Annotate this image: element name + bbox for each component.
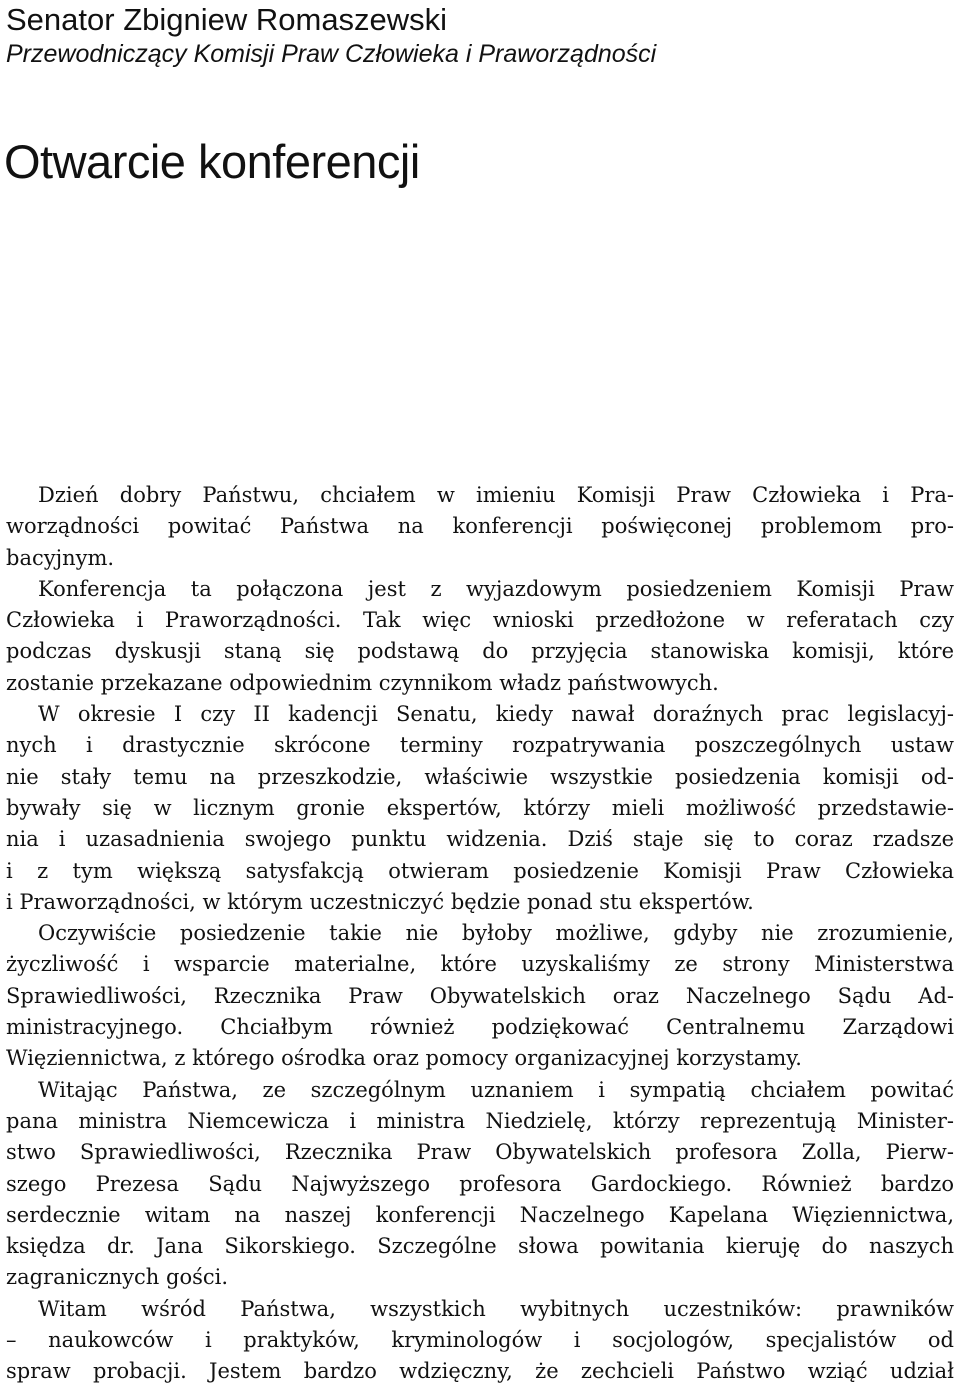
body-line: podczas dyskusji staną się podstawą do przyjęcia stanowiska komisji, które [6, 639, 954, 664]
body-line: bywały się w licznym gronie ekspertów, którzy mieli możliwość przedstawie- [6, 795, 954, 820]
author-name: Senator Zbigniew Romaszewski [6, 2, 448, 37]
body-line: Więziennictwa, z którego ośrodka oraz pomocy organizacyjnej korzystamy. [6, 1046, 802, 1071]
body-line: W okresie I czy II kadencji Senatu, kiedy nawał doraźnych prac legislacyj- [38, 702, 954, 727]
body-line: bacyjnym. [6, 545, 115, 570]
body-line: – naukowców i praktyków, kryminologów i socjologów, specjalistów od [6, 1328, 954, 1353]
body-line: nie stały temu na przeszkodzie, właściwie wszystkie posiedzenia komisji od- [6, 764, 954, 789]
body-line: worządności powitać Państwa na konferencji poświęconej problemom pro- [6, 514, 954, 539]
body-line: Człowieka i Praworządności. Tak więc wnioski przedłożone w referatach czy [6, 608, 954, 633]
body-line: Witam wśród Państwa, wszystkich wybitnych uczestników: prawników [38, 1296, 954, 1321]
body-line: Sprawiedliwości, Rzecznika Praw Obywatelskich oraz Naczelnego Sądu Ad- [6, 983, 954, 1008]
body-line: i z tym większą satysfakcją otwieram posiedzenie Komisji Praw Człowieka [6, 858, 954, 883]
body-line: spraw probacji. Jestem bardzo wdzięczny, że zechcieli Państwo wziąć udział [6, 1359, 954, 1384]
body-line: księdza dr. Jana Sikorskiego. Szczególne słowa powitania kieruję do naszych [6, 1234, 954, 1259]
body-line: Oczywiście posiedzenie takie nie byłoby możliwe, gdyby nie zrozumienie, [38, 921, 954, 946]
body-line: zagranicznych gości. [6, 1265, 229, 1290]
body-line: życzliwość i wsparcie materialne, które uzyskaliśmy ze strony Ministerstwa [6, 952, 954, 977]
body-line: pana ministra Niemcewicza i ministra Niedzielę, którzy reprezentują Minister- [6, 1108, 954, 1133]
body-line: ministracyjnego. Chciałbym również podziękować Centralnemu Zarządowi [6, 1015, 954, 1040]
page-title: Otwarcie konferencji [4, 135, 420, 188]
body-line: nych i drastycznie skrócone terminy rozpatrywania poszczególnych ustaw [6, 733, 954, 758]
body-line: zostanie przekazane odpowiednim czynnikom władz państwowych. [6, 670, 719, 695]
body-text [6, 480, 954, 1388]
body-line: nia i uzasadnienia swojego punktu widzenia. Dziś staje się to coraz rzadsze [6, 827, 954, 852]
body-line: serdecznie witam na naszej konferencji Naczelnego Kapelana Więziennictwa, [6, 1202, 954, 1227]
body-line: Dzień dobry Państwu, chciałem w imieniu Komisji Praw Człowieka i Pra- [38, 483, 954, 507]
body-line: stwo Sprawiedliwości, Rzecznika Praw Obywatelskich profesora Zolla, Pierw- [6, 1140, 954, 1165]
author-role: Przewodniczący Komisji Praw Człowieka i Praworządności [6, 40, 657, 68]
body-line: Witając Państwa, ze szczególnym uznaniem i sympatią chciałem powitać [38, 1077, 954, 1102]
body-line: Konferencja ta połączona jest z wyjazdowym posiedzeniem Komisji Praw [38, 576, 954, 601]
body-line: i Praworządności, w którym uczestniczyć będzie ponad stu ekspertów. [6, 889, 754, 914]
body-line: szego Prezesa Sądu Najwyższego profesora Gardockiego. Również bardzo [6, 1171, 954, 1196]
